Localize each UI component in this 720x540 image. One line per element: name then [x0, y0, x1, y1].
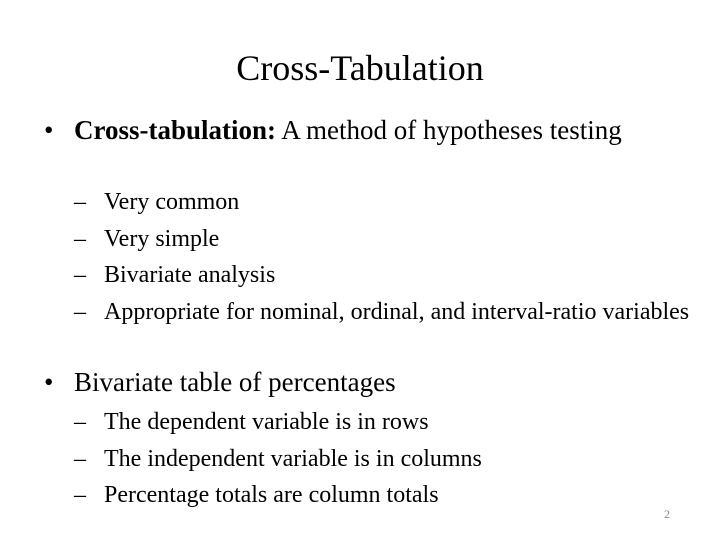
bullet-marker: • — [44, 115, 54, 145]
sub-item-marker: – — [74, 226, 86, 252]
page-number: 2 — [664, 507, 670, 521]
sub-item-dependent-rows — [74, 408, 694, 436]
sub-item-text: The dependent variable is in rows — [104, 409, 429, 435]
bullet-term: Cross-tabulation: — [74, 115, 277, 145]
sub-item-marker: – — [74, 482, 86, 508]
bullet-marker: • — [44, 367, 54, 397]
bullet-cross-tabulation — [44, 114, 694, 146]
sub-item-text: The independent variable is in columns — [104, 446, 482, 472]
bullet-bivariate-table — [44, 366, 694, 398]
bullet-text: Bivariate table of percentages — [74, 367, 396, 397]
sub-item-text: Very simple — [104, 226, 220, 252]
sub-item-text: Percentage totals are column totals — [104, 482, 439, 508]
sub-item-text: Very common — [104, 189, 240, 215]
bullet-text — [74, 114, 694, 146]
sub-item-very-simple — [74, 225, 694, 253]
sub-item-marker: – — [74, 409, 86, 435]
sub-item-text: Bivariate analysis — [104, 262, 276, 288]
sub-item-bivariate-analysis — [74, 261, 694, 289]
sub-item-marker: – — [74, 262, 86, 288]
sub-item-marker: – — [74, 189, 86, 215]
sub-item-marker: – — [74, 299, 86, 325]
slide-title: Cross-Tabulation — [236, 48, 484, 88]
sub-item-percentage-totals — [74, 481, 694, 509]
sub-item-independent-columns — [74, 445, 694, 473]
sub-item-appropriate-variables — [74, 298, 694, 326]
sub-item-very-common — [74, 188, 694, 216]
sub-item-marker: – — [74, 446, 86, 472]
bullet-definition: A method of hypotheses testing — [276, 115, 622, 145]
sub-item-text: Appropriate for nominal, ordinal, and interval-ratio variables — [104, 299, 690, 325]
